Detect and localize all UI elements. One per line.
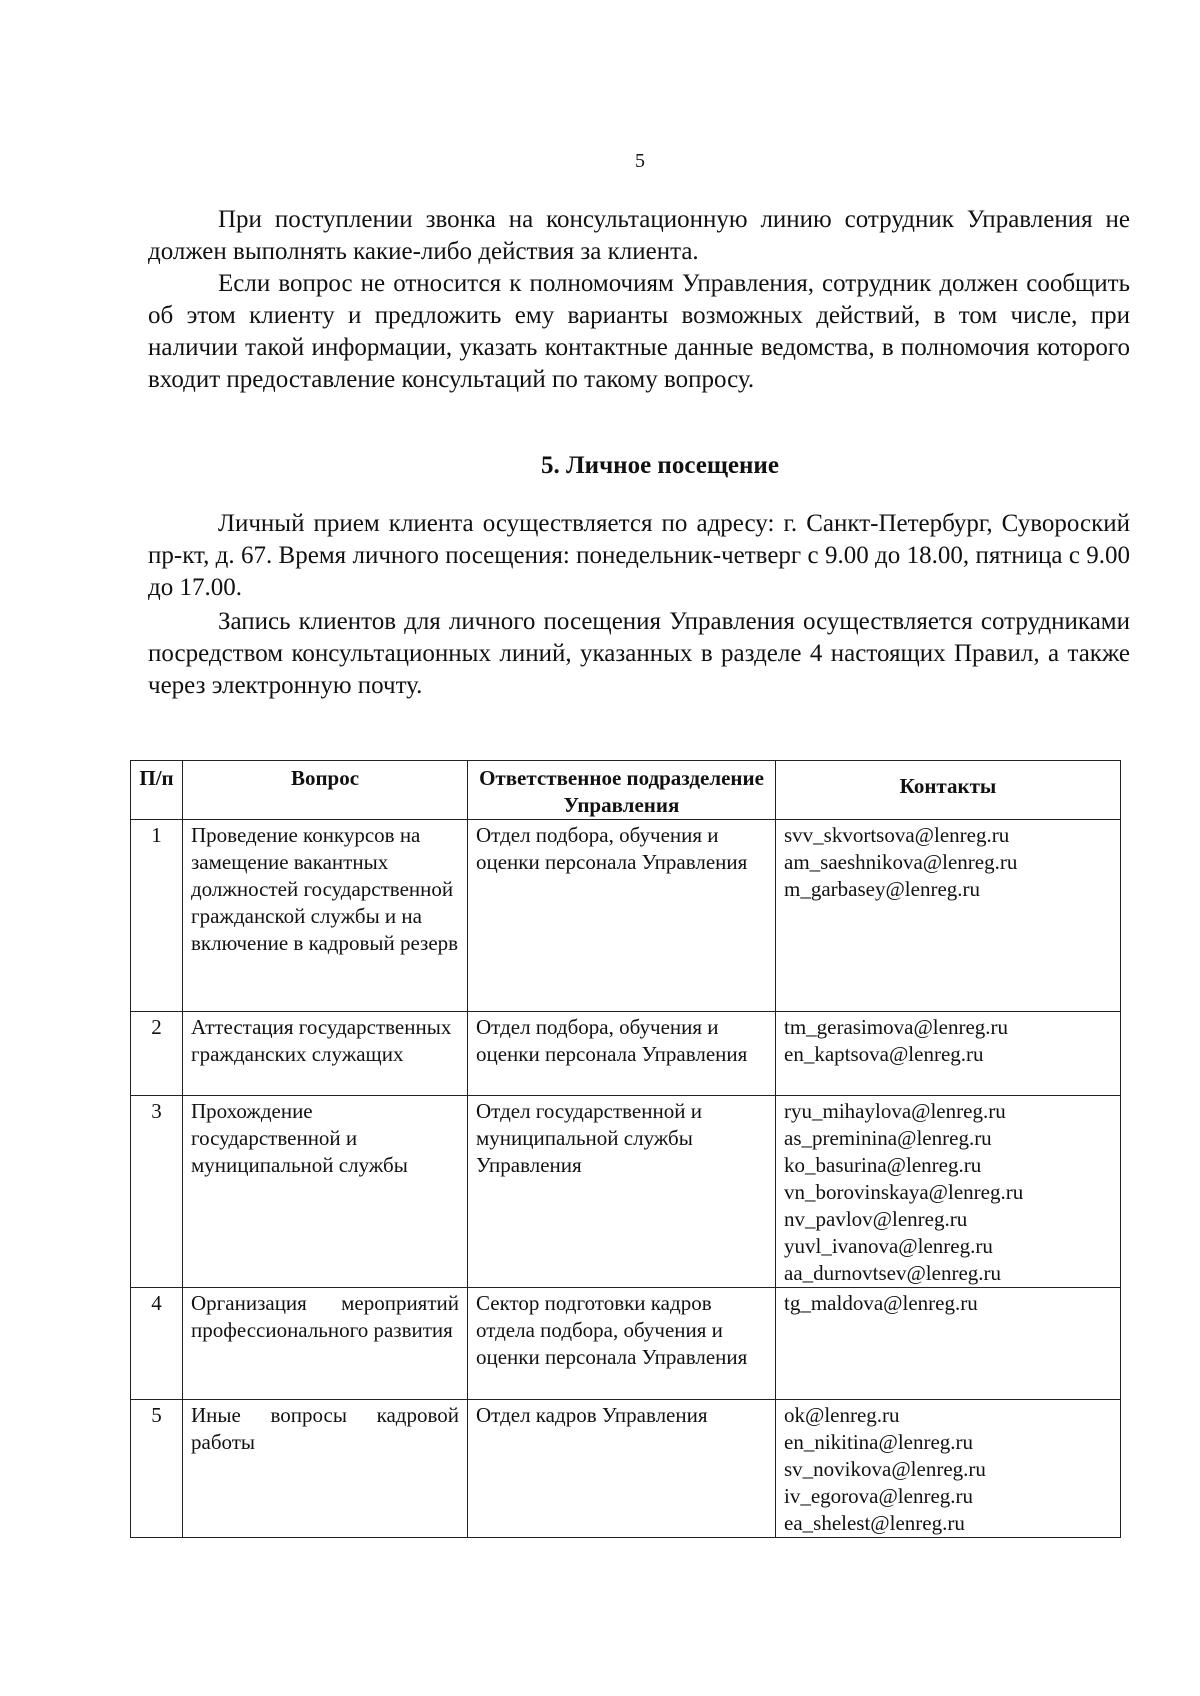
row-contacts <box>776 1012 1121 1096</box>
contacts-table <box>130 760 1121 1538</box>
paragraph-visit-address: Личный прием клиента осуществляется по адресу: г. Санкт-Петербург, Сувороский пр-кт, д. 67. Время личного посещения: понедельник-четверг с 9.00 до 18.00, пятница с 9.00 до 17.00. <box>148 510 1130 601</box>
table-row <box>131 1096 1121 1288</box>
table-row <box>131 1012 1121 1096</box>
contact-email-link[interactable]: am_saeshnikova@lenreg.ru <box>784 850 1018 874</box>
row-contacts <box>776 1288 1121 1400</box>
contact-email-link[interactable]: ea_shelest@lenreg.ru <box>784 1511 965 1535</box>
contact-email-link[interactable]: tg_maldova@lenreg.ru <box>784 1291 978 1315</box>
row-question-rest: работы <box>191 1430 256 1454</box>
contact-email-link[interactable]: yuvl_ivanova@lenreg.ru <box>784 1234 993 1258</box>
header-question: Вопрос <box>183 761 468 820</box>
row-question-rest: профессионального развития <box>191 1318 453 1342</box>
contact-email-link[interactable]: aa_durnovtsev@lenreg.ru <box>784 1261 1002 1285</box>
row-question <box>183 1288 468 1400</box>
row-question: Аттестация государственных гражданских служащих <box>183 1012 468 1096</box>
page-number: 5 <box>635 150 645 172</box>
row-contacts <box>776 1096 1121 1288</box>
row-question-line: Организация мероприятий <box>191 1291 459 1315</box>
table-row <box>131 1288 1121 1400</box>
row-contacts <box>776 1400 1121 1538</box>
contact-email-link[interactable]: vn_borovinskaya@lenreg.ru <box>784 1180 1024 1204</box>
contact-email-link[interactable]: ko_basurina@lenreg.ru <box>784 1153 982 1177</box>
contact-email-link[interactable]: m_garbasey@lenreg.ru <box>784 877 981 901</box>
contact-email-link[interactable]: en_kaptsova@lenreg.ru <box>784 1042 984 1066</box>
paragraph-call-rule: При поступлении звонка на консультационную линию сотрудник Управления не должен выполнять какие-либо действия за клиента. <box>148 206 1130 265</box>
row-num: 3 <box>131 1096 183 1288</box>
header-department: Ответственное подразделение Управления <box>468 761 776 820</box>
header-contacts: Контакты <box>776 761 1121 820</box>
table-header-row <box>131 761 1121 820</box>
row-contacts <box>776 820 1121 1012</box>
row-num: 1 <box>131 820 183 1012</box>
row-num: 5 <box>131 1400 183 1538</box>
contact-email-link[interactable]: sv_novikova@lenreg.ru <box>784 1457 986 1481</box>
row-question <box>183 1400 468 1538</box>
row-num: 2 <box>131 1012 183 1096</box>
paragraph-visit-booking: Запись клиентов для личного посещения Управления осуществляется сотрудниками посредством консультационных линий, указанных в разделе 4 настоящих Правил, а также через электронную почту. <box>148 608 1130 699</box>
contact-email-link[interactable]: ok@lenreg.ru <box>784 1403 900 1427</box>
row-department: Отдел кадров Управления <box>468 1400 776 1538</box>
table-row <box>131 820 1121 1012</box>
row-num: 4 <box>131 1288 183 1400</box>
contact-email-link[interactable]: en_nikitina@lenreg.ru <box>784 1430 974 1454</box>
contact-email-link[interactable]: iv_egorova@lenreg.ru <box>784 1484 974 1508</box>
row-question: Прохождение государственной и муниципальной службы <box>183 1096 468 1288</box>
table-row <box>131 1400 1121 1538</box>
contact-email-link[interactable]: ryu_mihaylova@lenreg.ru <box>784 1099 1006 1123</box>
row-department: Отдел подбора, обучения и оценки персонала Управления <box>468 820 776 1012</box>
contact-email-link[interactable]: svv_skvortsova@lenreg.ru <box>784 823 1010 847</box>
contact-email-link[interactable]: as_preminina@lenreg.ru <box>784 1126 992 1150</box>
row-department: Сектор подготовки кадров отдела подбора, обучения и оценки персонала Управления <box>468 1288 776 1400</box>
row-question: Проведение конкурсов на замещение вакантных должностей государственной гражданской службы и на включение в кадровый резерв <box>183 820 468 1012</box>
contact-email-link[interactable]: tm_gerasimova@lenreg.ru <box>784 1015 1009 1039</box>
row-department: Отдел государственной и муниципальной службы Управления <box>468 1096 776 1288</box>
contact-email-link[interactable]: nv_pavlov@lenreg.ru <box>784 1207 968 1231</box>
header-num: П/п <box>131 761 183 820</box>
paragraph-out-of-scope: Если вопрос не относится к полномочиям Управления, сотрудник должен сообщить об этом клиенту и предложить ему варианты возможных действий, в том числе, при наличии такой информации, указать контактные данные ведомства, в полномочия которого входит предоставление консультаций по такому вопросу. <box>148 270 1130 393</box>
section-heading: 5. Личное посещение <box>541 452 779 479</box>
row-question-line: Иные вопросы кадровой <box>191 1403 459 1427</box>
row-department: Отдел подбора, обучения и оценки персонала Управления <box>468 1012 776 1096</box>
